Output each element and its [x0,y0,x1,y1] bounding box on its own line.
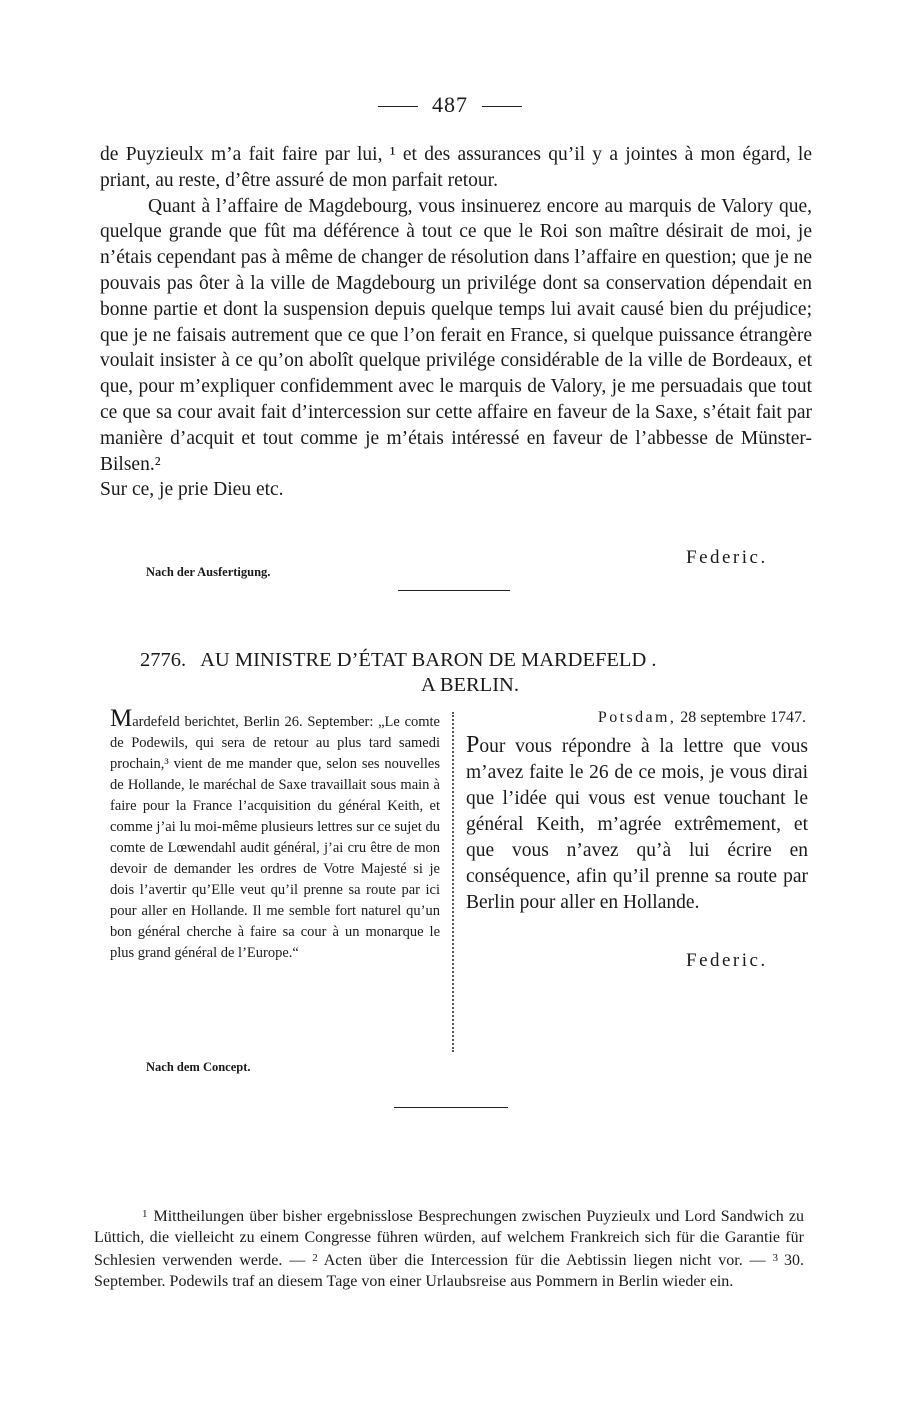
footnote-1-mark: 1 [142,1208,148,1220]
document-heading: 2776. AU MINISTRE D’ÉTAT BARON DE MARDEFELD . A BERLIN. [140,648,800,698]
document-heading-line-2: A BERLIN. [421,674,519,696]
signature-federic-1: Federic. [686,547,768,568]
main-closing: Sur ce, je prie Dieu etc. [100,479,284,501]
report-summary-text: ardefeld berichtet, Berlin 26. September: „Le comte de Podewils, qui sera de retour au plus tard samedi prochain,³ vient de me mander que, selon ses nouvelles de Hollande, le maréchal de Saxe travaillait sous main à faire pour la France l’acquisition du général Keith, et comme j’ai lu moi-même plusieurs lettres sur ce sujet du comte de Lœwendahl audit général, j’ai cru être de mon devoir de demander les ordres de Votre Majesté si je dois l’avertir qu’Elle veut qu’il prenne sa route par ici pour aller en Hollande. Il me semble fort naturel qu’un bon général cherche à faire sa cour à un monarque le plus grand général de l’Europe.“ [110,714,440,961]
page-number [0,92,900,118]
dateline-date: 28 septembre 1747. [680,709,806,726]
report-summary-column [110,705,440,964]
report-dropcap: M [110,705,133,732]
page-number-rule-left [378,106,418,107]
column-divider [452,712,454,1052]
source-note-ausfertigung: Nach der Ausfertigung. [146,565,271,579]
footnote-3-text: 30. September. Podewils traf an diesem Tage von einer Urlaubsreise aus Pommern in Berlin wieder ein. [94,1252,805,1290]
dateline-place: Potsdam, [597,709,677,726]
source-note-concept: Nach dem Concept. [146,1060,251,1074]
document-heading-line-1: AU MINISTRE D’ÉTAT BARON DE MARDEFELD [200,649,647,671]
section-divider-1 [398,590,510,591]
footnote-1 [94,1204,804,1292]
footnote-2-mark: 2 [312,1252,318,1264]
main-paragraph-1: de Puyzieulx m’a fait faire par lui, ¹ et des assurances qu’il y a jointes à mon égard, le priant, au reste, d’être assuré de mon parfait retour. [100,144,812,191]
letter-dropcap: P [466,732,480,758]
footnote-2-text: Acten über die Intercession für die Aebtissin liegen nicht vor. — [323,1252,766,1269]
document-number: 2776. [140,649,187,671]
footnote-1-text: Mittheilungen über bisher ergebnisslose Besprechungen zwischen Puyzieulx und Lord Sandwich zu Lüttich, die vielleicht zu einem Congresse führen würden, auf welchem Frankreich sich für die Garantie für Schlesien verwenden werde. — [94,1208,804,1269]
main-paragraph-2: Quant à l’affaire de Magdebourg, vous insinuerez encore au marquis de Valory que, quelque grande que fût ma déférence à tout ce que le Roi son maître désirait de moi, je n’étais cependant pas à même de changer de résolution dans l’affaire en question; que je ne pouvais pas ôter à la ville de Magdebourg un privilége dont sa conservation dépendait en bonne partie et dont la suspension depuis quelque temps lui avait causé bien du préjudice; que je ne faisais autrement que ce que l’on ferait en France, si quelque puissance étrangère voulait insister à ce qu’on abolît quelque privilége considérable de la ville de Bordeaux, et que, pour m’expliquer confidemment avec le marquis de Valory, je me persuadais que tout ce que sa cour avait fait d’intercession sur cette affaire en faveur de la Saxe, s’était fait par manière d’acquit et tout comme je m’étais intéressé en faveur de l’abbesse de Münster-Bilsen.² [100,195,812,475]
section-divider-2 [394,1107,508,1108]
dateline [466,707,808,729]
page-number-rule-right [482,106,522,107]
page-number-text: 487 [432,92,468,117]
letter-body: our vous répondre à la lettre que vous m’avez faite le 26 de ce mois, je vous dirai que l’idée qui vous est venue touchant le général Keith, m’agrée extrêmement, et que vous n’avez qu’à lui écrire en conséquence, afin qu’il prenne sa route par Berlin pour aller en Hollande. [466,736,808,913]
main-text [100,142,812,503]
letter-column [466,707,808,916]
footnote-3-mark: 3 [772,1252,779,1264]
letter-text [466,732,808,916]
footnotes [94,1204,804,1292]
signature-federic-2: Federic. [686,950,768,971]
